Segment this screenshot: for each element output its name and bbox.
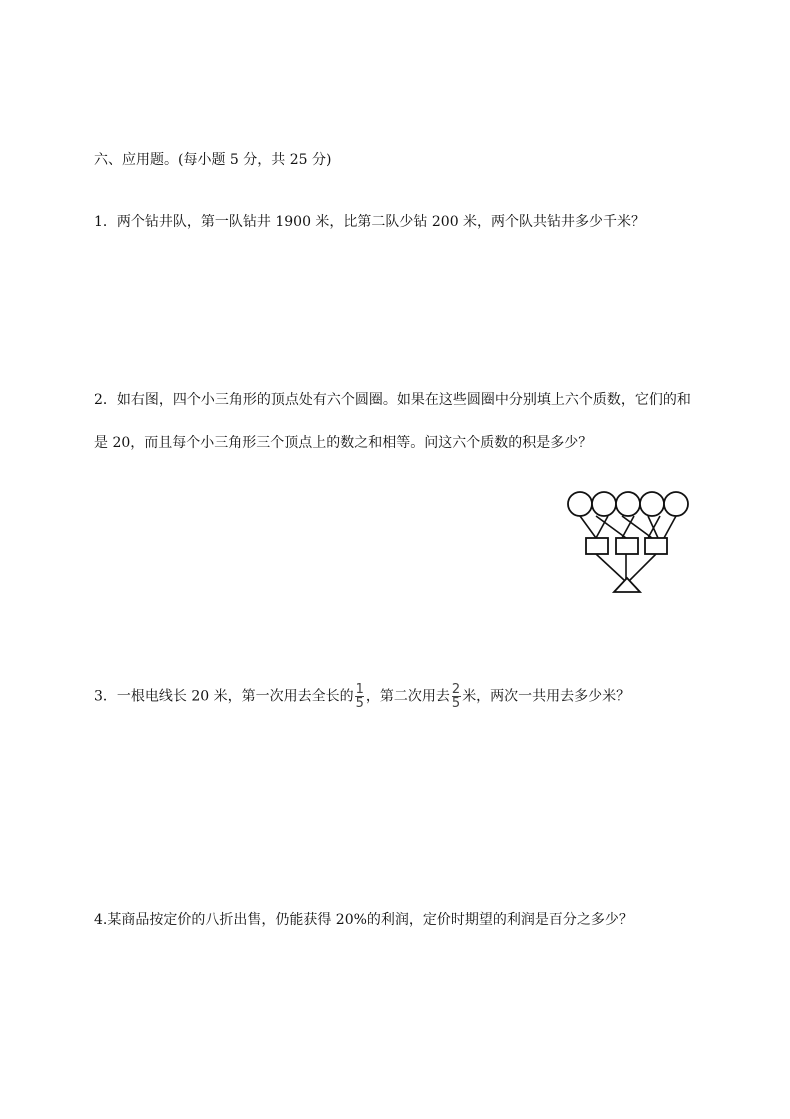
triangle-circles-figure [564,488,692,598]
fraction-two-fifths [451,683,461,710]
question-3 [94,683,630,710]
fraction-denominator: 5 [355,696,364,711]
box-1 [586,538,608,554]
question-4: 4.某商品按定价的八折出售，仍能获得 20%的利润，定价时期望的利润是百分之多少？ [94,912,633,928]
circle-5 [664,492,688,516]
question-2-line-1: 2．如右图，四个小三角形的顶点处有六个圆圈。如果在这些圆圈中分别填上六个质数，它们的和 [94,392,691,408]
fraction-denominator: 5 [451,696,461,711]
question-2-line-2: 是 20，而且每个小三角形三个顶点上的数之和相等。问这六个质数的积是多少？ [94,435,593,451]
question-3-part-2: ，第二次用去 [365,688,450,705]
box-3 [645,538,667,554]
fraction-one-fifth [355,683,365,710]
question-3-part-1: 3．一根电线长 20 米，第一次用去全长的 [94,688,354,705]
circle-4 [640,492,664,516]
question-1: 1．两个钻井队，第一队钻井 1900 米，比第二队少钻 200 米，两个队共钻井多少千米？ [94,214,646,230]
box-2 [616,538,638,554]
circle-2 [592,492,616,516]
section-heading: 六、应用题。(每小题 5 分，共 25 分) [94,152,332,168]
fraction-numerator: 1 [355,682,364,697]
circle-1 [568,492,592,516]
question-3-part-3: 米，两次一共用去多少米？ [462,688,631,705]
triangle [614,578,640,592]
circle-3 [616,492,640,516]
fraction-numerator: 2 [451,682,461,697]
